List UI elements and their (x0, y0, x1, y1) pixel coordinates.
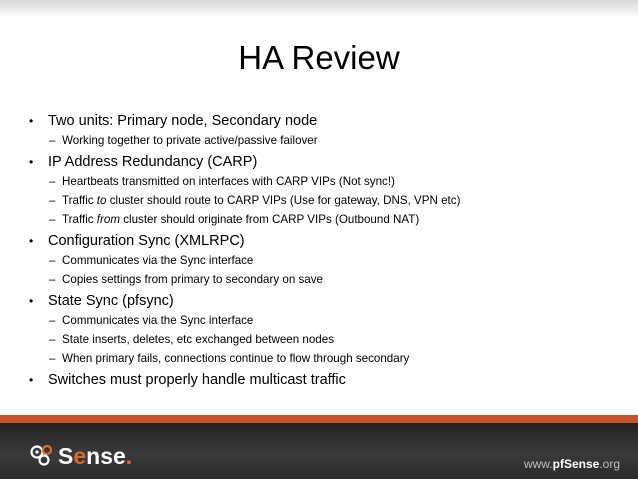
sub-bullet-text (62, 175, 395, 189)
text-run: cluster should route to CARP VIPs (Use for gateway, DNS, VPN etc) (106, 194, 461, 207)
emphasis-text: to (96, 194, 107, 207)
bullet-text: IP Address Redundancy (CARP) (48, 154, 258, 170)
sub-bullet-text (62, 352, 409, 366)
bullet-text: Two units: Primary node, Secondary node (48, 113, 318, 129)
bullet-marker: • (29, 294, 34, 308)
footer-website-url: www.pfSense.org (523, 457, 620, 471)
sub-bullet-marker: – (49, 254, 56, 267)
bullet-text: State Sync (pfsync) (48, 293, 174, 309)
top-gradient-bar (0, 0, 638, 16)
bullet-marker: • (29, 155, 34, 169)
sub-bullet-text (62, 134, 318, 148)
text-run: Copies settings from primary to secondary on save (62, 273, 323, 286)
bullet-marker: • (29, 234, 34, 248)
sub-bullet-text (62, 333, 334, 347)
bullet-text: Switches must properly handle multicast traffic (48, 372, 346, 388)
pfsense-logo-mark-icon (30, 444, 56, 466)
text-run: When primary fails, connections continue to flow through secondary (62, 352, 410, 365)
text-run: Traffic (62, 213, 97, 226)
text-run: State inserts, deletes, etc exchanged between nodes (62, 333, 334, 346)
sub-bullet-marker: – (49, 352, 56, 365)
sub-bullet-text (62, 194, 460, 208)
sub-bullet-text (62, 213, 419, 227)
sub-bullet-marker: – (49, 333, 56, 346)
text-run: Heartbeats transmitted on interfaces with CARP VIPs (Not sync!) (62, 175, 395, 188)
sub-bullet-marker: – (49, 194, 56, 207)
text-run: cluster should originate from CARP VIPs (Outbound NAT) (119, 213, 420, 226)
slide-title: HA Review (238, 39, 400, 76)
sub-bullet-marker: – (49, 213, 56, 226)
sub-bullet-text (62, 314, 253, 328)
sub-bullet-marker: – (49, 134, 56, 147)
emphasis-text: from (96, 213, 120, 226)
footer-accent-stripe (0, 415, 638, 423)
text-run: Communicates via the Sync interface (62, 314, 254, 327)
bullet-marker: • (29, 373, 34, 387)
text-run: Communicates via the Sync interface (62, 254, 254, 267)
sub-bullet-text (62, 254, 253, 268)
pfsense-logo-wordmark: Sense. (58, 443, 133, 469)
sub-bullet-marker: – (49, 314, 56, 327)
sub-bullet-marker: – (49, 175, 56, 188)
sub-bullet-text (62, 273, 323, 287)
sub-bullet-marker: – (49, 273, 56, 286)
bullet-text: Configuration Sync (XMLRPC) (48, 233, 245, 249)
text-run: Traffic (62, 194, 97, 207)
text-run: Working together to private active/passive failover (62, 134, 318, 147)
bullet-marker: • (29, 114, 34, 128)
